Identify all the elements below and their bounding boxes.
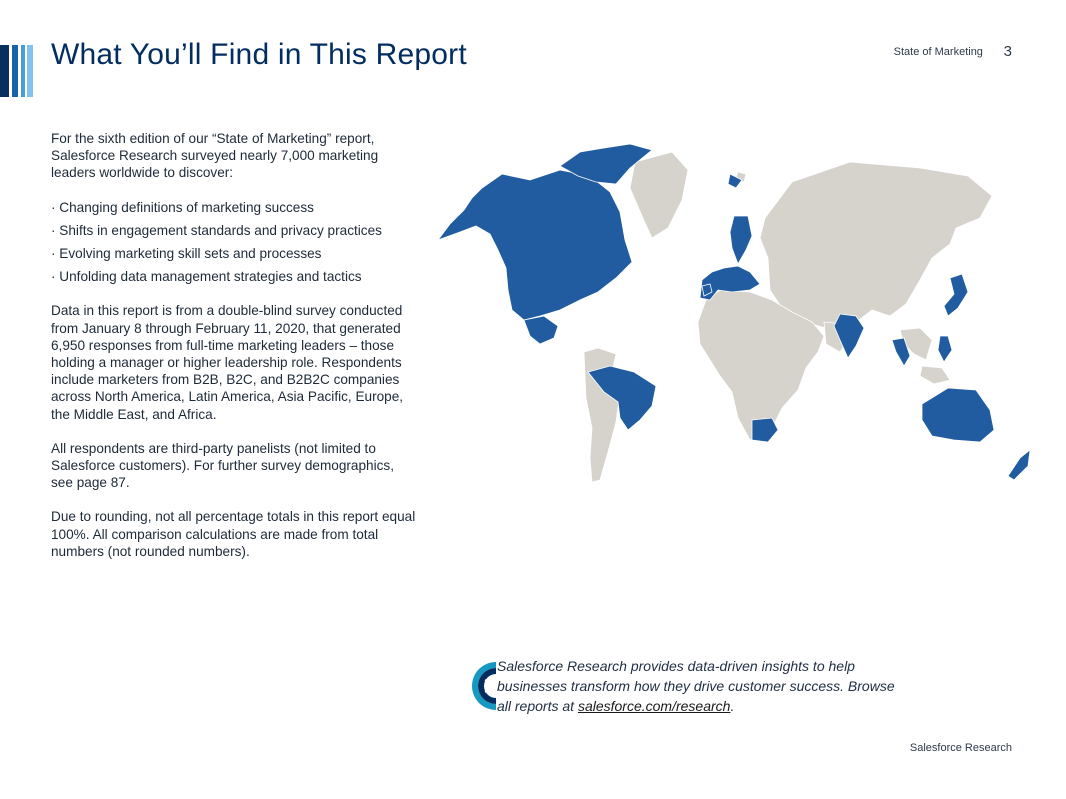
footer-label: Salesforce Research: [909, 742, 1012, 754]
accent-bar-lightest: [27, 45, 33, 97]
callout-period: .: [730, 698, 735, 714]
methodology-paragraph: Data in this report is from a double-blind survey conducted from January 8 through February 11, 2020, that generated 6,950 responses from full-time marketing leaders – those holding a manager or higher leadership role. Respondents include marketers from B2B, B2C, and B2B2C companies across North America, Latin America, Asia Pacific, Europe, the Middle East, and Africa.: [51, 303, 404, 422]
page-title: What You’ll Find in This Report: [51, 38, 467, 71]
research-reports-link[interactable]: salesforce.com/research: [577, 698, 731, 714]
report-intro-text: [51, 130, 416, 577]
topic-bullet: · Evolving marketing skill sets and processes: [51, 246, 322, 262]
intro-paragraph: For the sixth edition of our “State of Marketing” report, Salesforce Research surveyed nearly 7,000 marketing leaders worldwide to discover:: [51, 131, 379, 181]
salesforce-research-logo-icon: [462, 660, 498, 712]
world-map-image: [420, 140, 1060, 500]
callout-description: Salesforce Research provides data-driven insights to help businesses transform how they drive customer success. Browse all reports at: [497, 658, 895, 714]
rounding-paragraph: Due to rounding, not all percentage totals in this report equal 100%. All comparison calculations are made from total numbers (not rounded numbers).: [51, 509, 416, 559]
title-accent-bars: [0, 45, 33, 97]
topic-bullet: · Shifts in engagement standards and privacy practices: [51, 222, 382, 238]
running-head: [894, 46, 1010, 58]
research-callout: [462, 656, 895, 718]
accent-bar-mid: [12, 45, 18, 97]
running-head-label: State of Marketing: [893, 46, 983, 58]
accent-bar-light: [21, 45, 25, 97]
page-number: 3: [1003, 43, 1012, 60]
topic-bullet: · Unfolding data management strategies and tactics: [51, 269, 362, 285]
topic-bullet-list: [51, 199, 416, 286]
accent-bar-dark: [0, 45, 9, 97]
callout-text: [497, 656, 897, 716]
respondents-paragraph: All respondents are third-party panelists (not limited to Salesforce customers). For further survey demographics, see page 87.: [51, 440, 394, 491]
topic-bullet: · Changing definitions of marketing success: [51, 199, 314, 215]
